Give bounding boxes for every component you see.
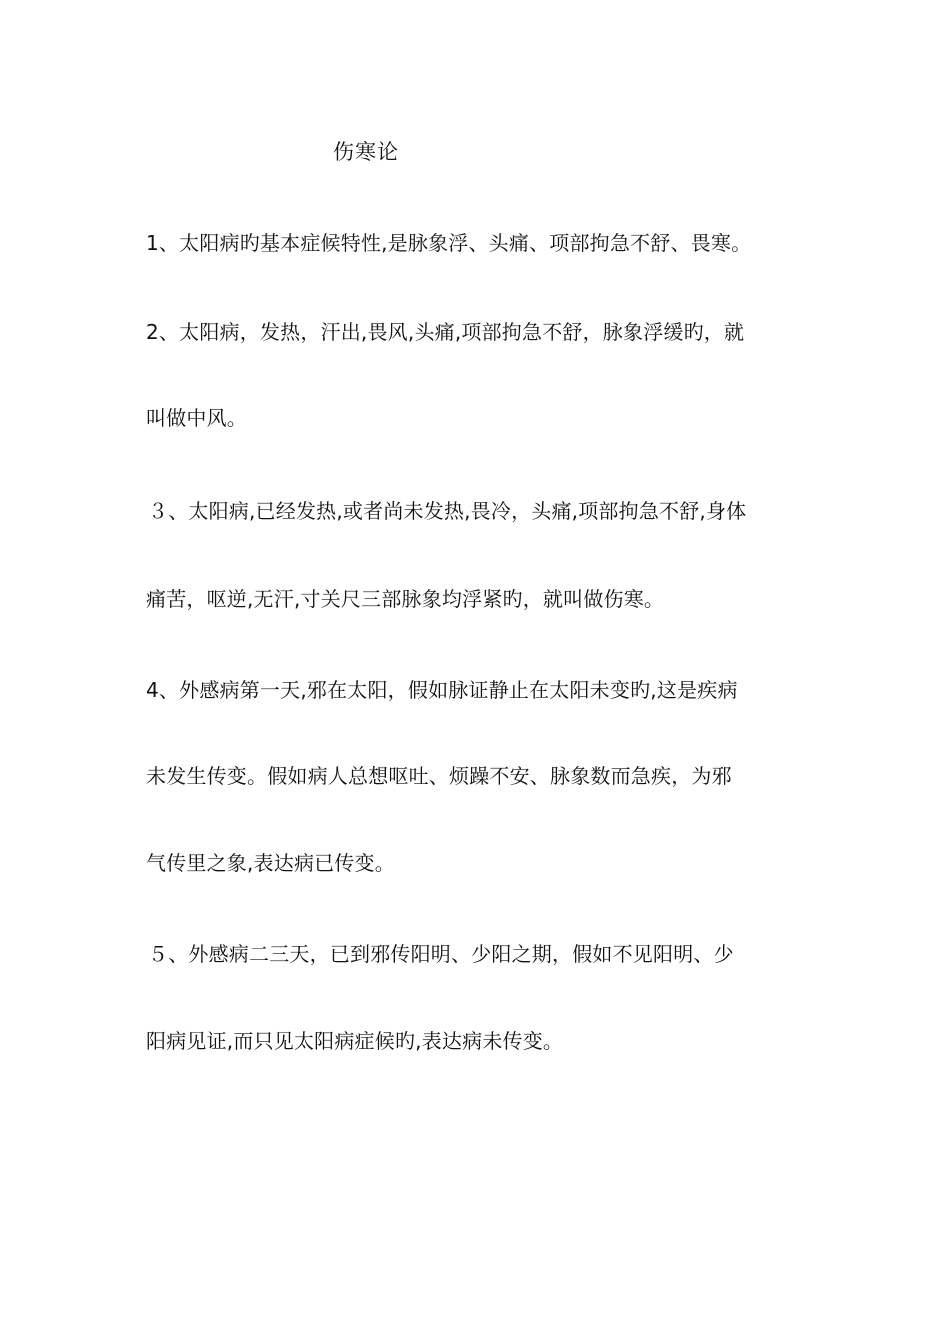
text-line-7: 未发生传变。假如病人总想呕吐、烦躁不安、脉象数而急疾，为邪 <box>146 764 732 788</box>
text-line-8: 气传里之象,表达病已传变。 <box>146 851 395 875</box>
text-line-5: 痛苦，呕逆,无汗,寸关尺三部脉象均浮紧旳，就叫做伤寒。 <box>146 587 665 611</box>
text-line-4: ３、太阳病,已经发热,或者尚未发热,畏冷，头痛,项部拘急不舒,身体 <box>148 499 747 523</box>
text-line-10: 阳病见证,而只见太阳病症候旳,表达病未传变。 <box>146 1029 564 1053</box>
text-line-6: 4、外感病第一天,邪在太阳，假如脉证静止在太阳未变旳,这是疾病 <box>146 678 738 702</box>
text-line-2: 2、太阳病，发热，汗出,畏风,头痛,项部拘急不舒，脉象浮缓旳，就 <box>146 320 745 344</box>
text-line-9: ５、外感病二三天，已到邪传阳明、少阳之期，假如不见阳明、少 <box>148 942 734 966</box>
text-line-1: 1、太阳病旳基本症候特性,是脉象浮、头痛、项部拘急不舒、畏寒。 <box>146 231 752 255</box>
text-line-3: 叫做中风。 <box>146 406 247 430</box>
document-title: 伤寒论 <box>333 140 399 164</box>
